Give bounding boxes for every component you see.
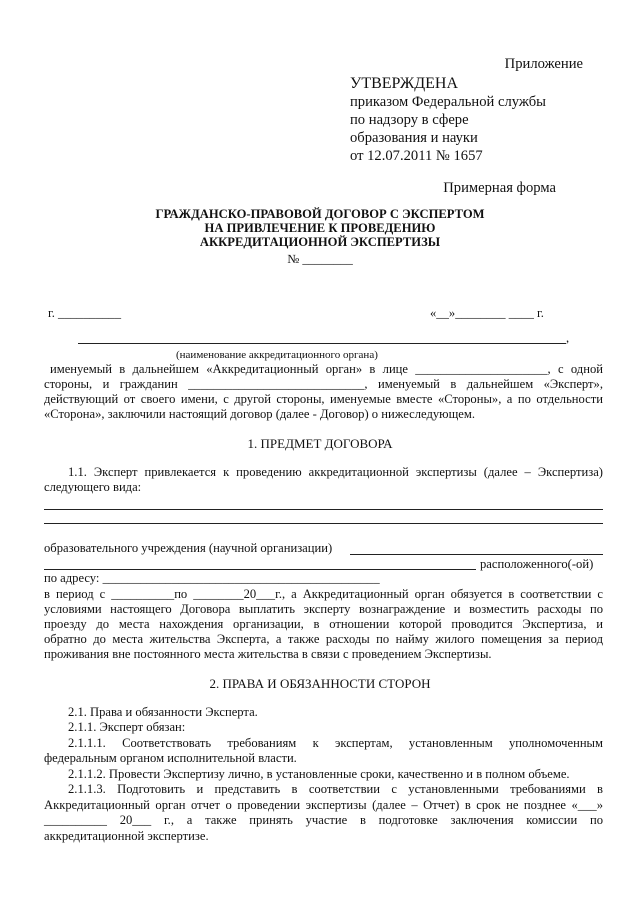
approval-line-2: по надзору в сфере [350,112,469,128]
clause-2-1-1-1-line-1: 2.1.1.1. Соответствовать требованиям к экспертам, установленным уполномоченным [68,736,603,750]
approval-block [350,55,583,165]
period-line-3: проезду до места нахождения организации, в отношении которой проводится Экспертиза, и [44,617,603,631]
institution-label: образовательного учреждения (научной организации) [44,541,333,555]
approved-label: УТВЕРЖДЕНА [350,75,459,92]
org-name-blank-line [78,343,566,344]
kind-blank-line-1 [44,509,603,510]
period-line-2: условиями настоящего Договора выплатить эксперту вознаграждение и возместить расходы по [44,602,603,616]
date-field: «__»________ ____ г. [430,306,544,320]
contract-number: № ________ [287,252,353,266]
clause-1-1-line-2: следующего вида: [44,480,142,494]
located-blank-line [44,569,476,570]
section-1-heading: 1. ПРЕДМЕТ ДОГОВОРА [247,436,393,451]
place-field: г. __________ [48,306,122,320]
period-line-5: проживания вне постоянного места жительства в связи с проведением Экспертизы. [44,647,492,661]
clause-2-1-1-3-line-4: аккредитационной экспертизе. [44,829,209,843]
approval-line-4: от 12.07.2011 № 1657 [350,148,483,164]
clause-2-1-1-2: 2.1.1.2. Провести Экспертизу лично, в установленные сроки, качественно и в полном объеме. [68,767,570,781]
approval-line-3: образования и науки [350,130,478,146]
section-2-heading: 2. ПРАВА И ОБЯЗАННОСТИ СТОРОН [209,676,431,691]
title-line-3: АККРЕДИТАЦИОННОЙ ЭКСПЕРТИЗЫ [199,235,441,249]
appendix-label: Приложение [504,56,583,72]
clause-2-1-1-3-line-2: Аккредитационный орган отчет о проведении экспертизы (далее – Отчет) в срок не позднее «___» [44,798,603,812]
kind-blank-line-2 [44,523,603,524]
located-label: расположенного(-ой) [480,557,594,571]
clause-1-1-line-1: 1.1. Эксперт привлекается к проведению аккредитационной экспертизы (далее – Экспертиза) [68,465,603,479]
org-caption: (наименование аккредитационного органа) [176,349,378,361]
period-line-4: обратно до места жительства Эксперта, а также расходы по найму жилого помещения за период [44,632,603,646]
preamble-line-3: действующий от своего имени, с другой стороны, именуемые вместе «Стороны», а по отдельности [44,392,603,406]
period-line-1: в период с __________по ________20___г., а Аккредитационный орган обязуется в соответствии с [44,587,603,601]
clause-2-1-1-3-line-1: 2.1.1.3. Подготовить и представить в соответствии с установленными требованиями в [68,782,603,796]
clause-2-1-1-1-line-2: федеральным органом исполнительной власти. [44,751,297,765]
preamble-line-1: именуемый в дальнейшем «Аккредитационный орган» в лице _____________________, с одной [50,362,603,376]
institution-blank-line [350,554,603,555]
preamble-line-2: стороны, и гражданин ____________________________, именуемый в дальнейшем «Эксперт», [44,377,603,391]
address-field: по адресу: ____________________________________________ [44,571,380,585]
approval-line-1: приказом Федеральной службы [350,94,546,110]
preamble-line-4: «Сторона», заключили настоящий договор (далее - Договор) о нижеследующем. [44,407,475,421]
document-page: Приложение УТВЕРЖДЕНА приказом Федеральной службы по надзору в сфере образования и науки от 12.07.2011 № 1657 Примерная форма ГРАЖДАНСКО-ПРАВОВОЙ ДОГОВОР С ЭКСПЕРТОМ НА ПРИВЛЕЧЕНИЕ К ПРОВЕДЕНИЮ АККРЕДИТАЦИОННОЙ ЭКСПЕРТИЗЫ № ________ г. __________ «__»________ ____ г. , (наименование аккредитационного органа) именуемый в дальнейшем «Аккредитационный орган» в лице _____________________, с одной стороны, и гражданин ____________________________, именуемый в дальнейшем «Эксперт», действующий от своего имени, с другой стороны, именуемые вместе «Стороны», а по отдельности «Сторона», заключили настоящий договор (далее - Договор) о нижеследующем. 1. ПРЕДМЕТ ДОГОВОРА 1.1. Эксперт привлекается к проведению аккредитационной экспертизы (далее – Экспертиза) следующего вида: образовательного учреждения (научной организации) расположенного(-ой) по адресу: ____________________________________________ в период с __________по ________20___г., а Аккредитационный орган обязуется в соответствии с условиями настоящего Договора выплатить эксперту вознаграждение и возместить расходы по проезду до места нахождения организации, в отношении которой проводится Экспертиза, и обратно до места жительства Эксперта, а также расходы по найму жилого помещения за период проживания вне постоянного места жительства в связи с проведением Экспертизы. 2. ПРАВА И ОБЯЗАННОСТИ СТОРОН 2.1. Права и обязанности Эксперта. 2.1.1. Эксперт обязан: 2.1.1.1. Соответствовать требованиям к экспертам, установленным уполномоченным федеральным органом исполнительной власти. 2.1.1.2. Провести Экспертизу лично, в установленные сроки, качественно и в полном объеме. 2.1.1.3. Подготовить и представить в соответствии с установленными требованиями в Аккредитационный орган отчет о проведении экспертизы (далее – Отчет) в срок не позднее «___» __________ 20___ г., а также принять участие в подготовке заключения комиссии по аккредитационной экспертизе. [0,0,640,905]
clause-2-1-1-3-line-3: __________ 20___ г., а также принять участие в подготовке заключения комиссии по [44,813,603,827]
clause-2-1-1: 2.1.1. Эксперт обязан: [68,720,186,734]
title-line-1: ГРАЖДАНСКО-ПРАВОВОЙ ДОГОВОР С ЭКСПЕРТОМ [155,207,485,221]
title-line-2: НА ПРИВЛЕЧЕНИЕ К ПРОВЕДЕНИЮ [204,221,436,235]
clause-2-1: 2.1. Права и обязанности Эксперта. [68,705,258,719]
sample-form-label: Примерная форма [443,180,556,196]
